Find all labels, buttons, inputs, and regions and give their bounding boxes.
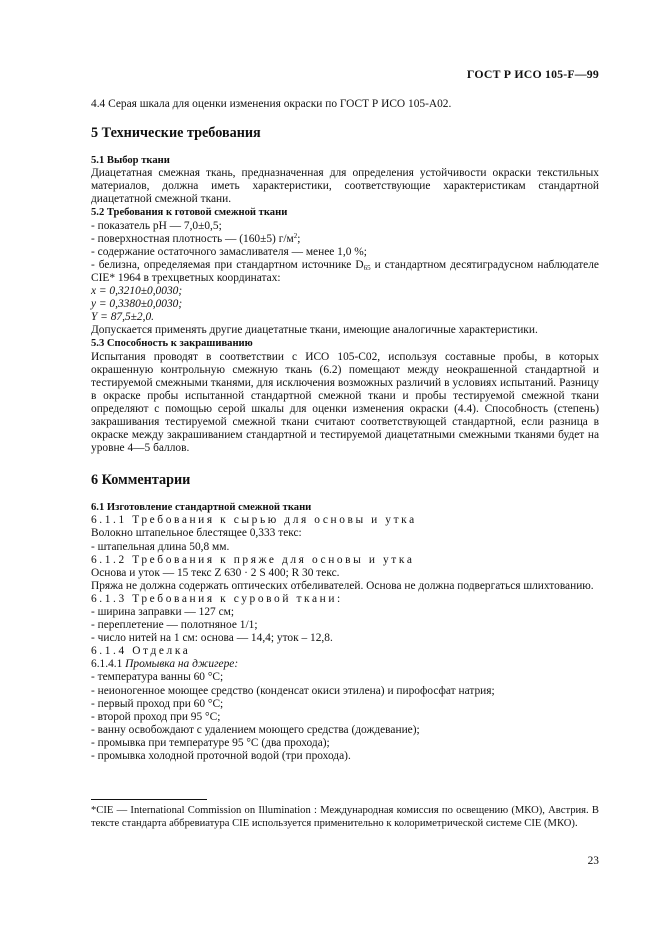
paragraph-6-1-3b: - переплетение — полотняное 1/1; <box>91 619 258 632</box>
page-body <box>91 98 599 763</box>
section-6-heading: 6 Комментарии <box>91 472 191 489</box>
list-item-density: - поверхностная плотность — (160±5) $г/м^2$; <box>91 231 301 245</box>
subsection-6-1-3-heading: 6.1.3 Требования к суровой ткани: <box>91 592 343 605</box>
document-page <box>91 0 599 936</box>
subsection-6-1-heading: 6.1 Изготовление стандартной смежной ткани <box>91 502 312 514</box>
document-code-header: ГОСТ Р ИСО 105-F—99 <box>466 67 599 81</box>
footnote: *CIE — International Commission on Illumination : Международная комиссия по освещению (МКО), Австрия. В тексте стандарта аббревиатура CIE используется применительно к колориметрической системе CIE (МКО). <box>91 805 599 829</box>
page-number: 23 <box>587 855 599 867</box>
subsection-6-1-4-1-heading: 6.1.4.1 Промывка на джигере: <box>91 658 239 671</box>
paragraph-6-1-1b: - штапельная длина 50,8 мм. <box>91 540 230 553</box>
list-item-ph: - показатель рН — 7,0±0,5; <box>91 219 222 232</box>
list-item-whiteness: - белизна, определяемая при стандартном источнике $D_{65}$ и стандартном десятиградусном наблюдателе CIE* 1964 в трехцветных координатах: <box>91 258 599 284</box>
paragraph-6-1-2b: Пряжа не должна содержать оптических отбеливателей. Основа не должна подвергаться шлихтованию. <box>91 579 594 592</box>
paragraph-6-1-2a: Основа и уток — 15 текс Z 630 · 2 S 400; R 30 текс. <box>91 566 340 579</box>
paragraph-5-1: Диацетатная смежная ткань, предназначенная для определения устойчивости окраски текстильных материалов, должна иметь характеристики, соответствующие характеристикам стандартной диацетатной смежной ткани. <box>91 167 599 206</box>
coord-x: x = 0,3210±0,0030; <box>91 285 183 298</box>
paragraph-6-1-1a: Волокно штапельное блестящее 0,333 текс: <box>91 527 302 540</box>
subsection-5-1-heading: 5.1 Выбор ткани <box>91 155 170 167</box>
paragraph-allowed: Допускается применять другие диацетатные ткани, имеющие аналогичные характеристики. <box>91 324 538 337</box>
wash-step-1: - температура ванны 60 °С; <box>91 671 224 684</box>
subsection-6-1-1-heading: 6.1.1 Требования к сырью для основы и утка <box>91 514 417 527</box>
wash-step-3: - первый проход при 60 °С; <box>91 697 224 710</box>
subsection-6-1-2-heading: 6.1.2 Требования к пряже для основы и утка <box>91 553 415 566</box>
footnote-divider <box>91 799 207 800</box>
coord-Y: Y = 87,5±2,0. <box>91 311 154 324</box>
list-item-residual: - содержание остаточного замасливателя — менее 1,0 %; <box>91 245 367 258</box>
wash-step-6: - промывка при температуре 95 °С (два прохода); <box>91 736 330 749</box>
wash-step-7: - промывка холодной проточной водой (три прохода). <box>91 750 351 763</box>
section-5-heading: 5 Технические требования <box>91 125 261 142</box>
subsection-6-1-4-heading: 6.1.4 Отделка <box>91 645 191 658</box>
wash-step-4: - второй проход при 95 °С; <box>91 710 221 723</box>
subsection-5-2-heading: 5.2 Требования к готовой смежной ткани <box>91 207 288 219</box>
paragraph-5-3: Испытания проводят в соответствии с ИСО 105-С02, используя составные пробы, в которых окрашенную контрольную смежную ткань (6.2) помещают между неокрашенной стандартной и тестируемой смежными тканями, для исключения возможных различий в условиях испытаний. Разницу в окраске пробы испытанной стандартной смежной ткани и пробы тестируемой смежной ткани определяют с помощью серой шкалы для оценки изменения окраски (4.4). Способность (степень) закрашивания тестируемой смежной ткани считают соответствующей стандартной, если разница в окраске между закрашиванием стандартной и тестируемой диацетатными смежными тканями будет на уровне 4—5 баллов. <box>91 350 599 455</box>
wash-step-5: - ванну освобождают с удалением моющего средства (дождевание); <box>91 723 420 736</box>
paragraph-6-1-3c: - число нитей на 1 см: основа — 14,4; уток – 12,8. <box>91 632 333 645</box>
subsection-5-3-heading: 5.3 Способность к закрашиванию <box>91 338 253 350</box>
paragraph-4-4: 4.4 Серая шкала для оценки изменения окраски по ГОСТ Р ИСО 105-А02. <box>91 98 452 110</box>
paragraph-6-1-3a: - ширина заправки — 127 см; <box>91 606 235 618</box>
coord-y: y = 0,3380±0,0030; <box>91 298 183 311</box>
wash-step-2: - неионогенное моющее средство (конденсат окиси этилена) и пирофосфат натрия; <box>91 684 495 697</box>
